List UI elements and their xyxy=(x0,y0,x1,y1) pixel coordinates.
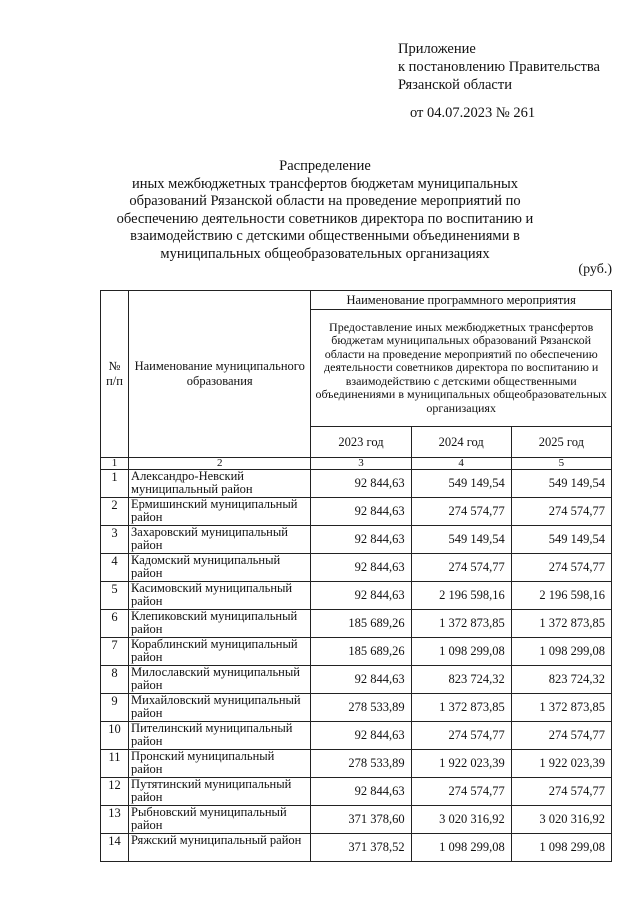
amount-2025: 1 098 299,08 xyxy=(511,834,611,862)
amount-2023: 371 378,60 xyxy=(311,806,411,834)
amount-2023: 92 844,63 xyxy=(311,582,411,610)
row-number: 14 xyxy=(101,834,129,862)
row-number: 12 xyxy=(101,778,129,806)
annex-header xyxy=(398,40,600,122)
amount-2024: 1 098 299,08 xyxy=(411,834,511,862)
municipality-name: Александро-Невский муниципальный район xyxy=(129,470,311,498)
index-cell: 3 xyxy=(311,458,411,470)
amount-2023: 92 844,63 xyxy=(311,778,411,806)
table-row xyxy=(101,778,612,806)
program-name: Предоставление иных межбюджетных трансфертов бюджетам муниципальных образований Рязанской области на проведение мероприятий по обеспечению деятельности советников директора по воспитанию и взаимодействию с детскими общественными объединениями в муниципальных общеобразовательных организациях xyxy=(311,310,612,427)
row-number: 8 xyxy=(101,666,129,694)
index-cell: 5 xyxy=(511,458,611,470)
amount-2024: 274 574,77 xyxy=(411,778,511,806)
amount-2024: 2 196 598,16 xyxy=(411,582,511,610)
row-number: 4 xyxy=(101,554,129,582)
amount-2023: 92 844,63 xyxy=(311,722,411,750)
amount-2024: 1 372 873,85 xyxy=(411,694,511,722)
annex-resolution: к постановлению Правительства xyxy=(398,59,600,75)
amount-2025: 549 149,54 xyxy=(511,526,611,554)
index-cell: 1 xyxy=(101,458,129,470)
row-number: 13 xyxy=(101,806,129,834)
amount-2023: 92 844,63 xyxy=(311,554,411,582)
table-row xyxy=(101,722,612,750)
municipality-name: Рыбновский муниципальный район xyxy=(129,806,311,834)
municipality-name: Михайловский муниципальный район xyxy=(129,694,311,722)
amount-2023: 185 689,26 xyxy=(311,638,411,666)
row-number: 5 xyxy=(101,582,129,610)
table-row xyxy=(101,470,612,498)
amount-2023: 278 533,89 xyxy=(311,694,411,722)
col-header-program: Наименование программного мероприятия xyxy=(311,291,612,310)
amount-2024: 549 149,54 xyxy=(411,526,511,554)
amount-2025: 274 574,77 xyxy=(511,554,611,582)
table-body xyxy=(101,470,612,862)
annex-label: Приложение xyxy=(398,41,476,57)
amount-2025: 823 724,32 xyxy=(511,666,611,694)
row-number: 2 xyxy=(101,498,129,526)
index-cell: 4 xyxy=(411,458,511,470)
municipality-name: Путятинский муниципальный район xyxy=(129,778,311,806)
municipality-name: Клепиковский муниципальный район xyxy=(129,610,311,638)
table-row xyxy=(101,526,612,554)
table-row xyxy=(101,554,612,582)
table-row xyxy=(101,498,612,526)
title-line-2: иных межбюджетных трансфертов бюджетам муниципальных xyxy=(132,175,518,192)
table-row xyxy=(101,666,612,694)
amount-2025: 1 372 873,85 xyxy=(511,694,611,722)
row-number: 1 xyxy=(101,470,129,498)
table-row xyxy=(101,750,612,778)
municipality-name: Ряжский муниципальный район xyxy=(129,834,311,862)
amount-2023: 371 378,52 xyxy=(311,834,411,862)
municipality-name: Касимовский муниципальный район xyxy=(129,582,311,610)
title-line-6: муниципальных общеобразовательных организациях xyxy=(160,245,490,262)
amount-2023: 185 689,26 xyxy=(311,610,411,638)
row-number: 10 xyxy=(101,722,129,750)
municipality-name: Ермишинский муниципальный район xyxy=(129,498,311,526)
document-title xyxy=(110,158,540,263)
amount-2024: 274 574,77 xyxy=(411,722,511,750)
amount-2024: 274 574,77 xyxy=(411,554,511,582)
amount-2023: 92 844,63 xyxy=(311,526,411,554)
table-row xyxy=(101,806,612,834)
table-row xyxy=(101,834,612,862)
amount-2025: 1 098 299,08 xyxy=(511,638,611,666)
amount-2023: 92 844,63 xyxy=(311,498,411,526)
row-number: 9 xyxy=(101,694,129,722)
amount-2025: 2 196 598,16 xyxy=(511,582,611,610)
col-header-number: № п/п xyxy=(101,291,129,458)
col-header-2024: 2024 год xyxy=(411,427,511,458)
annex-region: Рязанской области xyxy=(398,77,512,93)
amount-2025: 274 574,77 xyxy=(511,722,611,750)
table-row xyxy=(101,638,612,666)
amount-2024: 549 149,54 xyxy=(411,470,511,498)
amount-2023: 278 533,89 xyxy=(311,750,411,778)
municipality-name: Кораблинский муниципальный район xyxy=(129,638,311,666)
row-number: 11 xyxy=(101,750,129,778)
amount-2025: 274 574,77 xyxy=(511,778,611,806)
annex-date: от 04.07.2023 № 261 xyxy=(410,105,536,121)
amount-2025: 1 922 023,39 xyxy=(511,750,611,778)
municipality-name: Пителинский муниципальный район xyxy=(129,722,311,750)
table-row xyxy=(101,694,612,722)
municipality-name: Милославский муниципальный район xyxy=(129,666,311,694)
row-number: 7 xyxy=(101,638,129,666)
amount-2024: 823 724,32 xyxy=(411,666,511,694)
col-header-municipality: Наименование муниципального образования xyxy=(129,291,311,458)
amount-2025: 3 020 316,92 xyxy=(511,806,611,834)
title-line-4: обеспечению деятельности советников директора по воспитанию и xyxy=(116,210,534,227)
amount-2023: 92 844,63 xyxy=(311,666,411,694)
municipality-name: Пронский муниципальный район xyxy=(129,750,311,778)
col-header-2025: 2025 год xyxy=(511,427,611,458)
row-number: 3 xyxy=(101,526,129,554)
title-line-1: Распределение xyxy=(279,158,371,174)
amount-2025: 1 372 873,85 xyxy=(511,610,611,638)
amount-2024: 3 020 316,92 xyxy=(411,806,511,834)
title-line-3: образований Рязанской области на проведение мероприятий по xyxy=(129,193,521,209)
row-number: 6 xyxy=(101,610,129,638)
currency-unit: (руб.) xyxy=(578,262,612,277)
col-header-2023: 2023 год xyxy=(311,427,411,458)
amount-2024: 1 922 023,39 xyxy=(411,750,511,778)
amount-2023: 92 844,63 xyxy=(311,470,411,498)
municipality-name: Захаровский муниципальный район xyxy=(129,526,311,554)
title-line-5: взаимодействию с детскими общественными объединениями в xyxy=(130,228,520,244)
distribution-table xyxy=(100,290,612,862)
amount-2024: 1 372 873,85 xyxy=(411,610,511,638)
table-row xyxy=(101,582,612,610)
table-row xyxy=(101,610,612,638)
municipality-name: Кадомский муниципальный район xyxy=(129,554,311,582)
amount-2024: 1 098 299,08 xyxy=(411,638,511,666)
amount-2024: 274 574,77 xyxy=(411,498,511,526)
amount-2025: 274 574,77 xyxy=(511,498,611,526)
amount-2025: 549 149,54 xyxy=(511,470,611,498)
index-cell: 2 xyxy=(129,458,311,470)
